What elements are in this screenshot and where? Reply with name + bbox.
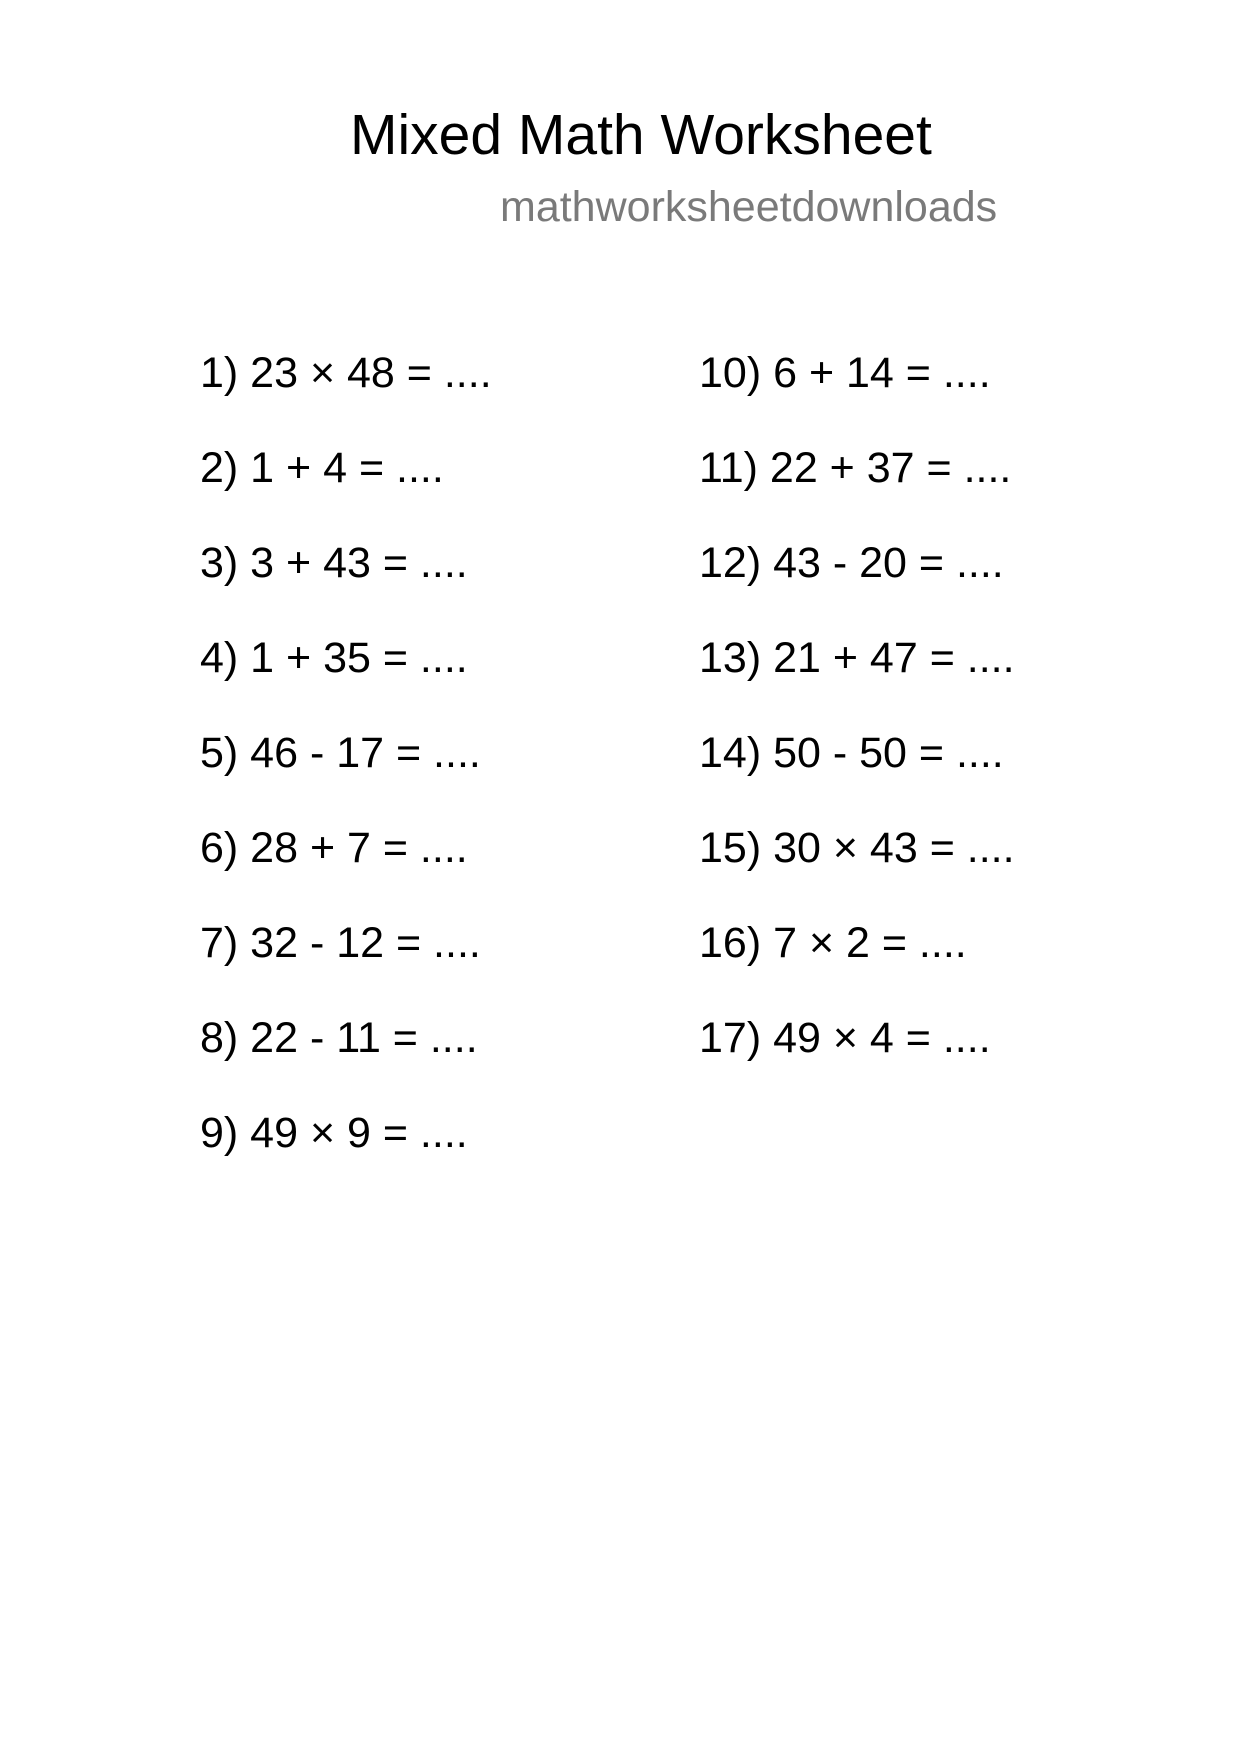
problem-16: 16) 7 × 2 = ....	[699, 919, 967, 967]
problem-5: 5) 46 - 17 = ....	[200, 729, 481, 777]
problem-8: 8) 22 - 11 = ....	[200, 1014, 478, 1062]
problem-12: 12) 43 - 20 = ....	[699, 539, 1004, 587]
worksheet-subtitle: mathworksheetdownloads	[500, 183, 998, 231]
problem-column-right	[699, 347, 1015, 1107]
problem-11: 11) 22 + 37 = ....	[699, 444, 1012, 492]
problem-2: 2) 1 + 4 = ....	[200, 444, 444, 492]
problem-3: 3) 3 + 43 = ....	[200, 539, 468, 587]
worksheet-title: Mixed Math Worksheet	[350, 103, 932, 167]
problem-4: 4) 1 + 35 = ....	[200, 634, 468, 682]
problem-10: 10) 6 + 14 = ....	[699, 349, 991, 397]
problem-9: 9) 49 × 9 = ....	[200, 1109, 468, 1157]
problem-13: 13) 21 + 47 = ....	[699, 634, 1015, 682]
problem-6: 6) 28 + 7 = ....	[200, 824, 468, 872]
problem-7: 7) 32 - 12 = ....	[200, 919, 481, 967]
problem-column-left	[200, 347, 492, 1202]
problem-15: 15) 30 × 43 = ....	[699, 824, 1015, 872]
problem-1: 1) 23 × 48 = ....	[200, 349, 492, 397]
problem-14: 14) 50 - 50 = ....	[699, 729, 1004, 777]
problem-17: 17) 49 × 4 = ....	[699, 1014, 991, 1062]
